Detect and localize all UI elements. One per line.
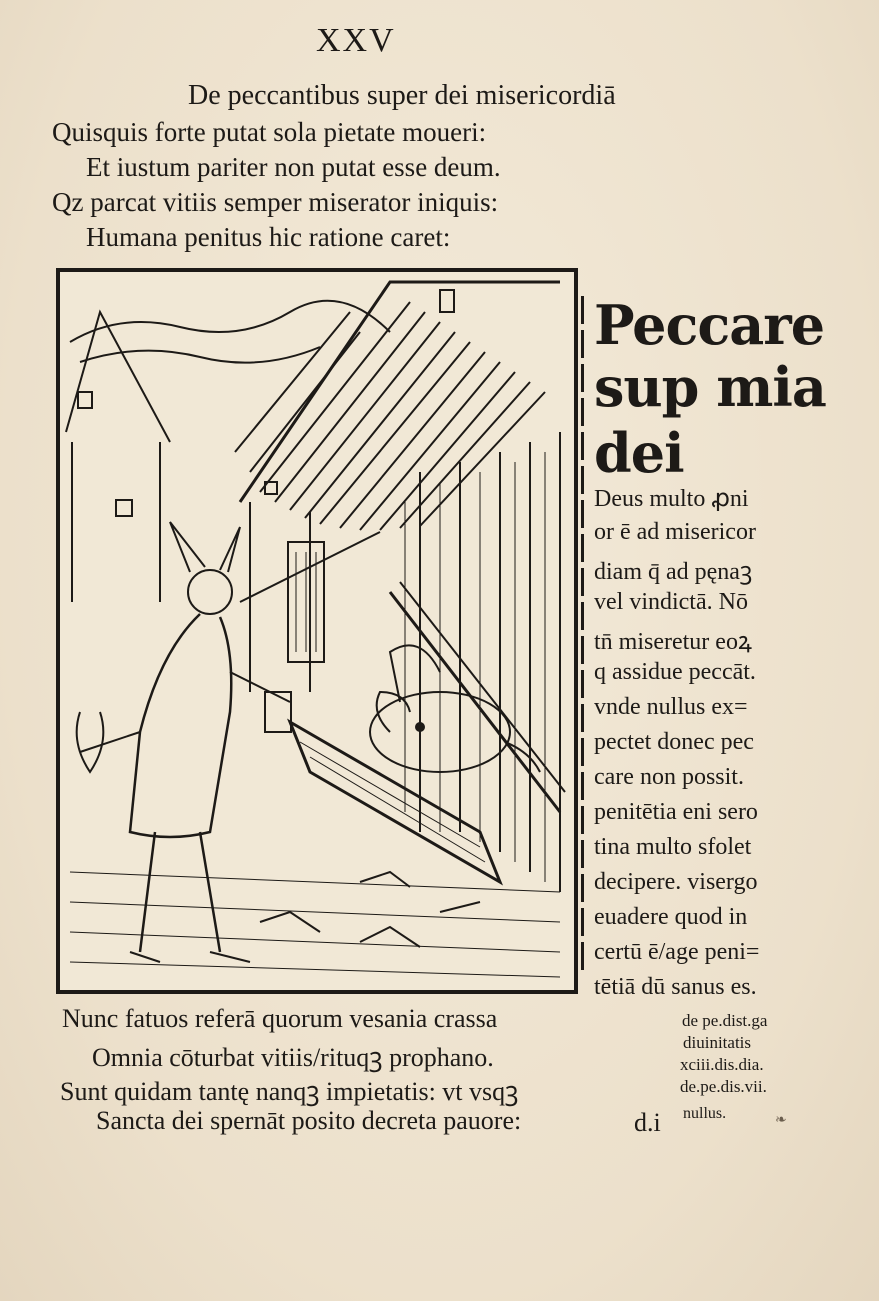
side-text-line: tn̄ miseretur eoꝝ xyxy=(594,629,752,655)
side-text-line: q assidue peccāt. xyxy=(594,659,756,685)
bottom-verse-line-3: Sunt quidam tantę nanqꝫ impietatis: vt vsqꝫ xyxy=(60,1077,519,1106)
marginal-gloss-line: xciii.dis.dia. xyxy=(680,1055,764,1074)
side-text-line: vel vindictā. Nō xyxy=(594,589,748,615)
blackletter-title-line-1: Peccare xyxy=(594,293,825,357)
side-text-line: or ē ad misericor xyxy=(594,519,756,545)
side-text-line: care non possit. xyxy=(594,764,744,790)
side-text-line: vnde nullus ex= xyxy=(594,694,748,720)
column-rule xyxy=(581,296,584,976)
marginal-gloss-line: de.pe.dis.vii. xyxy=(680,1077,767,1096)
side-text-line: diam q̄ ad pęnaꝫ xyxy=(594,559,753,585)
blackletter-title-line-2: sup mia xyxy=(594,355,826,419)
side-text-line: tina multo sfolet xyxy=(594,834,752,860)
marginal-gloss-line: nullus. xyxy=(683,1105,727,1122)
side-text-line: decipere. visergo xyxy=(594,869,758,895)
bottom-verse-line-4: Sancta dei spernāt posito decreta pauore: xyxy=(96,1106,522,1135)
bottom-verse-line-1: Nunc fatuos referā quorum vesania crassa xyxy=(62,1004,498,1033)
verse-line-1: Quisquis forte putat sola pietate moueri: xyxy=(52,117,487,147)
side-text-line: Deus multo ꝓni xyxy=(594,486,749,512)
signature-marker: d.i xyxy=(634,1108,661,1137)
side-text-line: pectet donec pec xyxy=(594,729,754,755)
woodcut-illustration xyxy=(56,268,578,994)
folio-number: XXV xyxy=(316,22,396,59)
verse-line-3: Qz parcat vitiis semper miserator iniquis: xyxy=(52,187,499,217)
side-text-line: penitētia eni sero xyxy=(594,799,758,825)
marginal-gloss-line: de pe.dist.ga xyxy=(682,1011,768,1030)
side-text-line: tētiā dū sanus es. xyxy=(594,974,757,1000)
ornament-icon: ❧ xyxy=(775,1113,787,1128)
marginal-gloss-line: diuinitatis xyxy=(683,1033,751,1052)
verse-line-2: Et iustum pariter non putat esse deum. xyxy=(86,152,501,182)
side-text-line: euadere quod in xyxy=(594,904,748,930)
verse-line-4: Humana penitus hic ratione caret: xyxy=(86,222,451,252)
chapter-heading: De peccantibus super dei misericordiā xyxy=(188,80,616,111)
bottom-verse-line-2: Omnia cōturbat vitiis/rituqꝫ prophano. xyxy=(92,1043,494,1072)
side-text-line: certū ē/age peni= xyxy=(594,939,760,965)
woodcut-drawing xyxy=(60,272,574,990)
blackletter-title-line-3: dei xyxy=(594,421,684,485)
